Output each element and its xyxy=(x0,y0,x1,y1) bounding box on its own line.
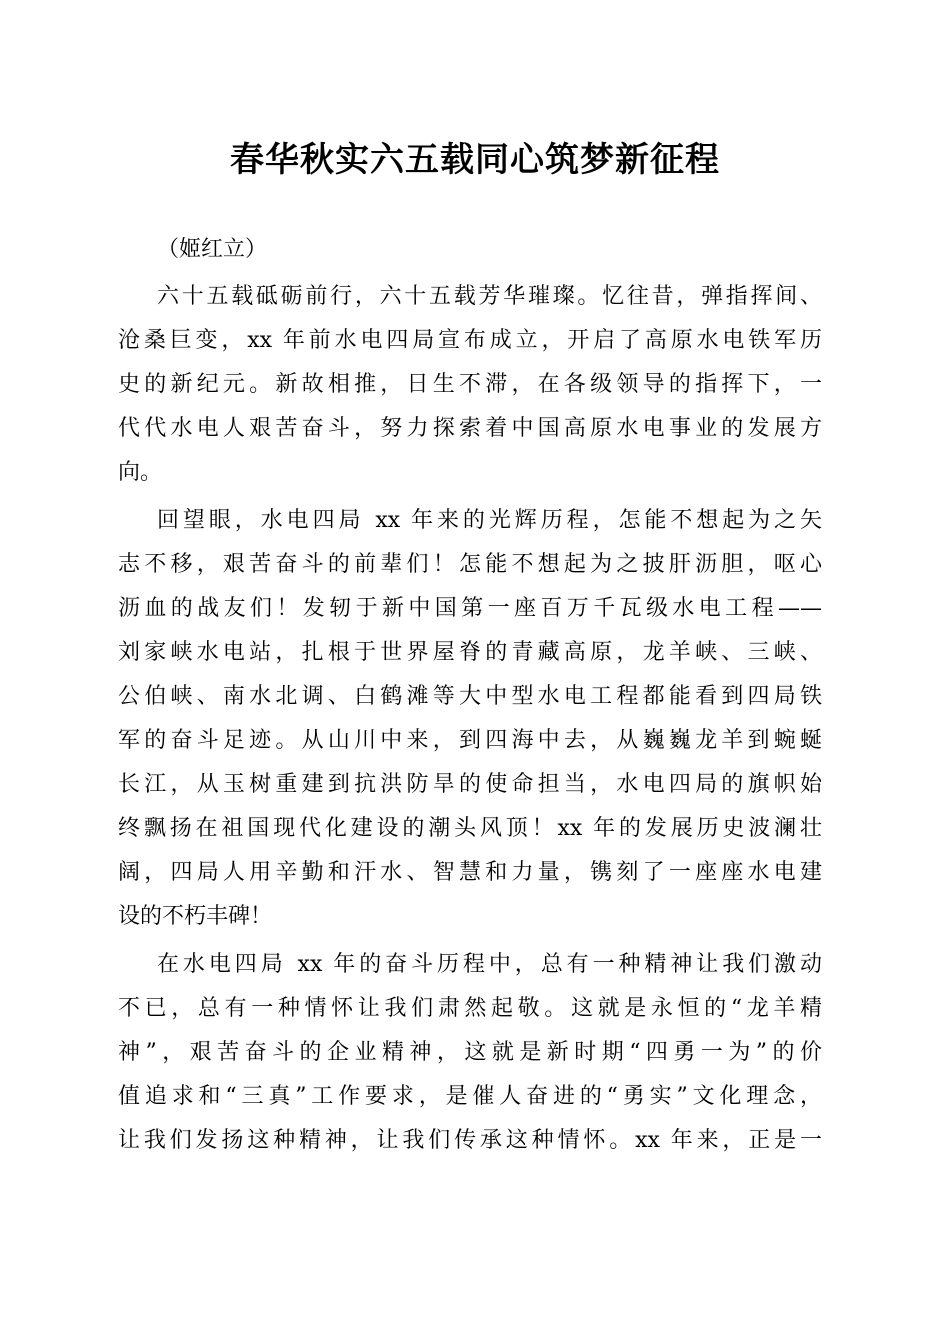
text-line: 回望眼，水电四局 xx 年来的光辉历程，怎能不想起为之矢 xyxy=(157,508,822,533)
text-line: 长江，从玉树重建到抗洪防旱的使命担当，水电四局的旗帜始 xyxy=(118,772,822,797)
text-line: 军的奋斗足迹。从山川中来，到四海中去，从巍巍龙羊到蜿蜒 xyxy=(118,728,822,753)
text-line: 代代水电人艰苦奋斗，努力探索着中国高原水电事业的发展方 xyxy=(118,416,822,441)
text-line: 史的新纪元。新故相推，日生不滞，在各级领导的指挥下，一 xyxy=(118,372,822,397)
text-line: 沧桑巨变，xx 年前水电四局宣布成立，开启了高原水电铁军历 xyxy=(118,328,822,353)
text-line: 设的不朽丰碑！ xyxy=(118,904,273,929)
text-line: 志不移，艰苦奋斗的前辈们！怎能不想起为之披肝沥胆，呕心 xyxy=(118,552,822,577)
text-line: 沥血的战友们！发轫于新中国第一座百万千瓦级水电工程—— xyxy=(118,596,822,621)
text-line: 神”，艰苦奋斗的企业精神，这就是新时期“四勇一为”的价 xyxy=(118,1040,822,1065)
text-line: 终飘扬在祖国现代化建设的潮头风顶！xx 年的发展历史波澜壮 xyxy=(118,816,822,841)
text-line: 六十五载砥砺前行，六十五载芳华璀璨。忆往昔，弹指挥间、 xyxy=(157,284,822,309)
paragraph-2 xyxy=(118,499,822,939)
text-line: 值追求和“三真”工作要求，是催人奋进的“勇实”文化理念， xyxy=(118,1084,822,1109)
paragraph-1 xyxy=(118,275,822,495)
author-byline: （姬红立） xyxy=(157,237,268,262)
document-title: 春华秋实六五载同心筑梦新征程 xyxy=(230,140,720,180)
text-line: 让我们发扬这种精神，让我们传承这种情怀。xx 年来，正是一 xyxy=(118,1128,822,1153)
text-line: 不已，总有一种情怀让我们肃然起敬。这就是永恒的“龙羊精 xyxy=(118,996,822,1021)
text-line: 在水电四局 xx 年的奋斗历程中，总有一种精神让我们激动 xyxy=(157,952,822,977)
text-line: 刘家峡水电站，扎根于世界屋脊的青藏高原，龙羊峡、三峡、 xyxy=(118,640,822,665)
text-line: 向。 xyxy=(118,460,163,485)
document-body xyxy=(118,275,822,1163)
paragraph-3 xyxy=(118,943,822,1163)
text-line: 公伯峡、南水北调、白鹤滩等大中型水电工程都能看到四局铁 xyxy=(118,684,822,709)
text-line: 阔，四局人用辛勤和汗水、智慧和力量，镌刻了一座座水电建 xyxy=(118,860,822,885)
